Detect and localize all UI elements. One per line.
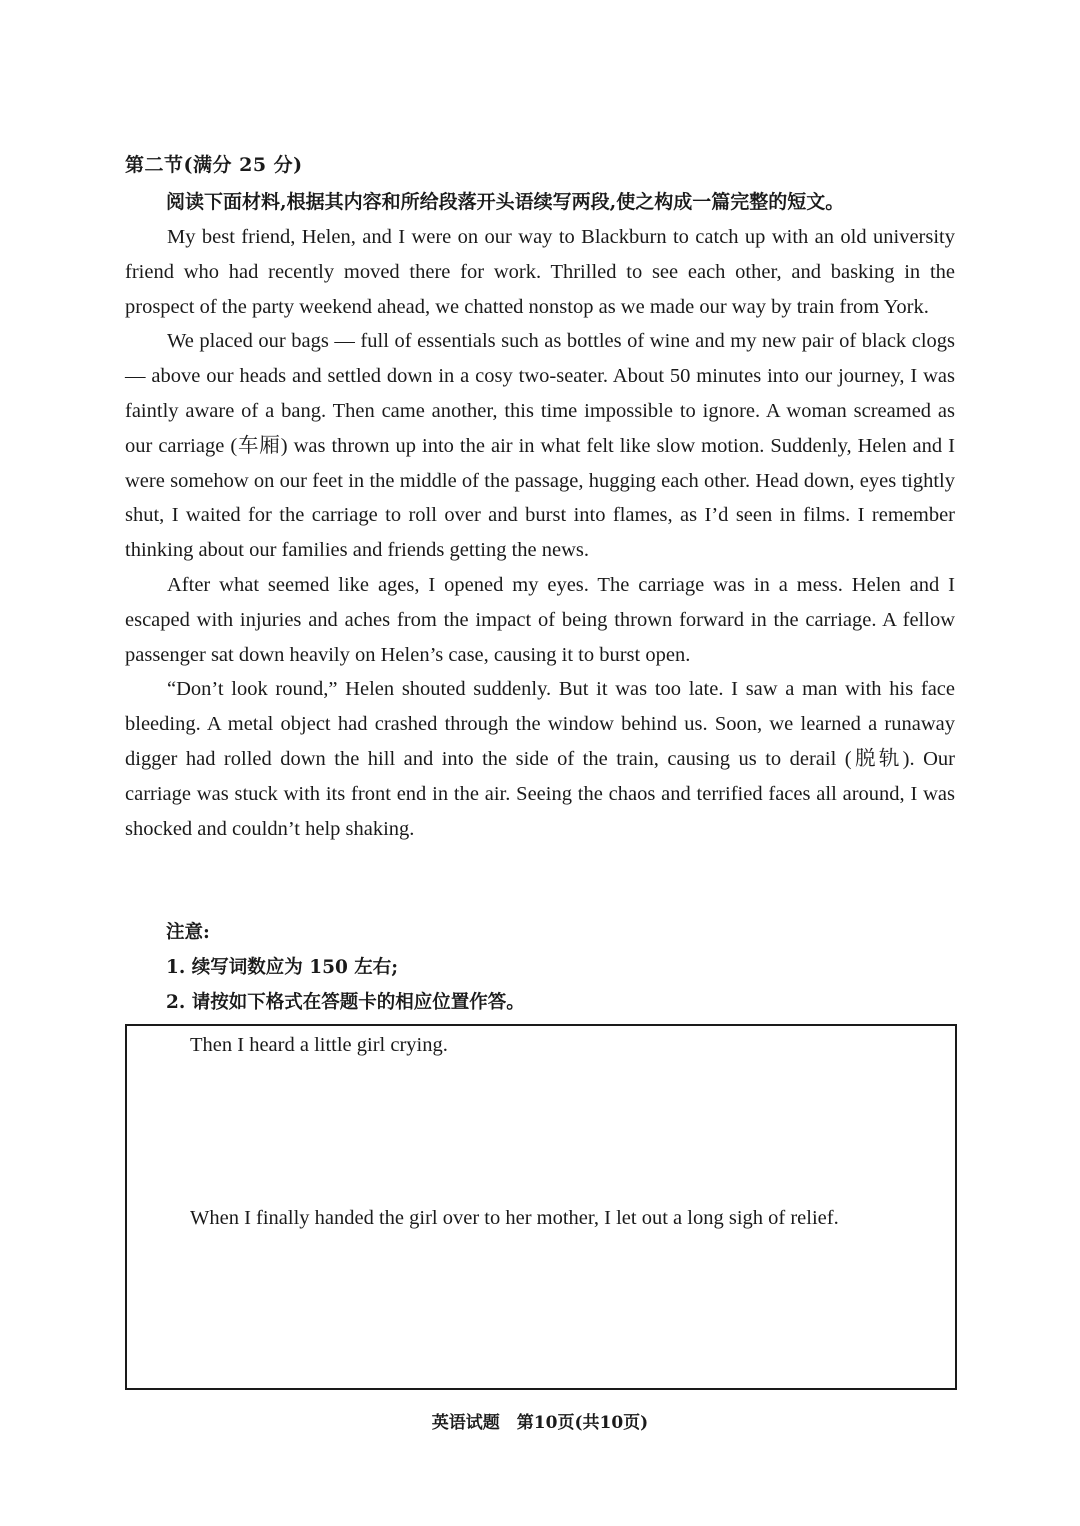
continuation-prompt-1: Then I heard a little girl crying. <box>190 1034 448 1056</box>
task-instruction: 阅读下面材料,根据其内容和所给段落开头语续写两段,使之构成一篇完整的短文。 <box>166 191 845 213</box>
reading-passage <box>125 220 955 846</box>
note-item-1: 1. 续写词数应为 150 左右; <box>166 957 399 978</box>
page-footer: 英语试题 第10页(共10页) <box>431 1413 649 1433</box>
passage-paragraph-1: My best friend, Helen, and I were on our way to Blackburn to catch up with an old university friend who had recently moved there for work. Thrilled to see each other, and basking in the prospect of the party weekend ahead, we chatted nonstop as we made our way by train from York. <box>125 226 955 318</box>
passage-paragraph-3: After what seemed like ages, I opened my eyes. The carriage was in a mess. Helen and I escaped with injuries and aches from the impact of being thrown forward in the carriage. A fellow passenger sat down heavily on Helen’s case, causing it to burst open. <box>125 573 955 666</box>
section-title: 第二节(满分 25 分) <box>125 154 303 176</box>
passage-paragraph-2: We placed our bags — full of essentials such as bottles of wine and my new pair of black clogs — above our heads and settled down in a cosy two-seater. About 50 minutes into our journey, I was faintly aware of a bang. Then came another, this time impossible to ignore. A woman screamed as our carriage (车厢) was thrown up into the air in what felt like slow motion. Suddenly, Helen and I were somehow on our feet in the middle of the passage, hugging each other. Head down, eyes tightly shut, I waited for the carriage to roll over and burst into flames, as I’d seen in films. I remember thinking about our families and friends getting the news. <box>125 330 955 562</box>
passage-paragraph-4: “Don’t look round,” Helen shouted suddenly. But it was too late. I saw a man with his face bleeding. A metal object had crashed through the window behind us. Soon, we learned a runaway digger had rolled down the hill and into the side of the train, causing us to derail (脱轨). Our carriage was stuck with its front end in the air. Seeing the chaos and terrified faces all around, I was shocked and couldn’t help shaking. <box>125 678 955 840</box>
notes <box>166 915 525 1020</box>
answer-box[interactable] <box>125 1024 957 1390</box>
continuation-prompt-2: When I finally handed the girl over to her mother, I let out a long sigh of relief. <box>190 1207 839 1229</box>
note-item-2: 2. 请按如下格式在答题卡的相应位置作答。 <box>166 992 525 1013</box>
notes-heading: 注意: <box>166 922 210 943</box>
